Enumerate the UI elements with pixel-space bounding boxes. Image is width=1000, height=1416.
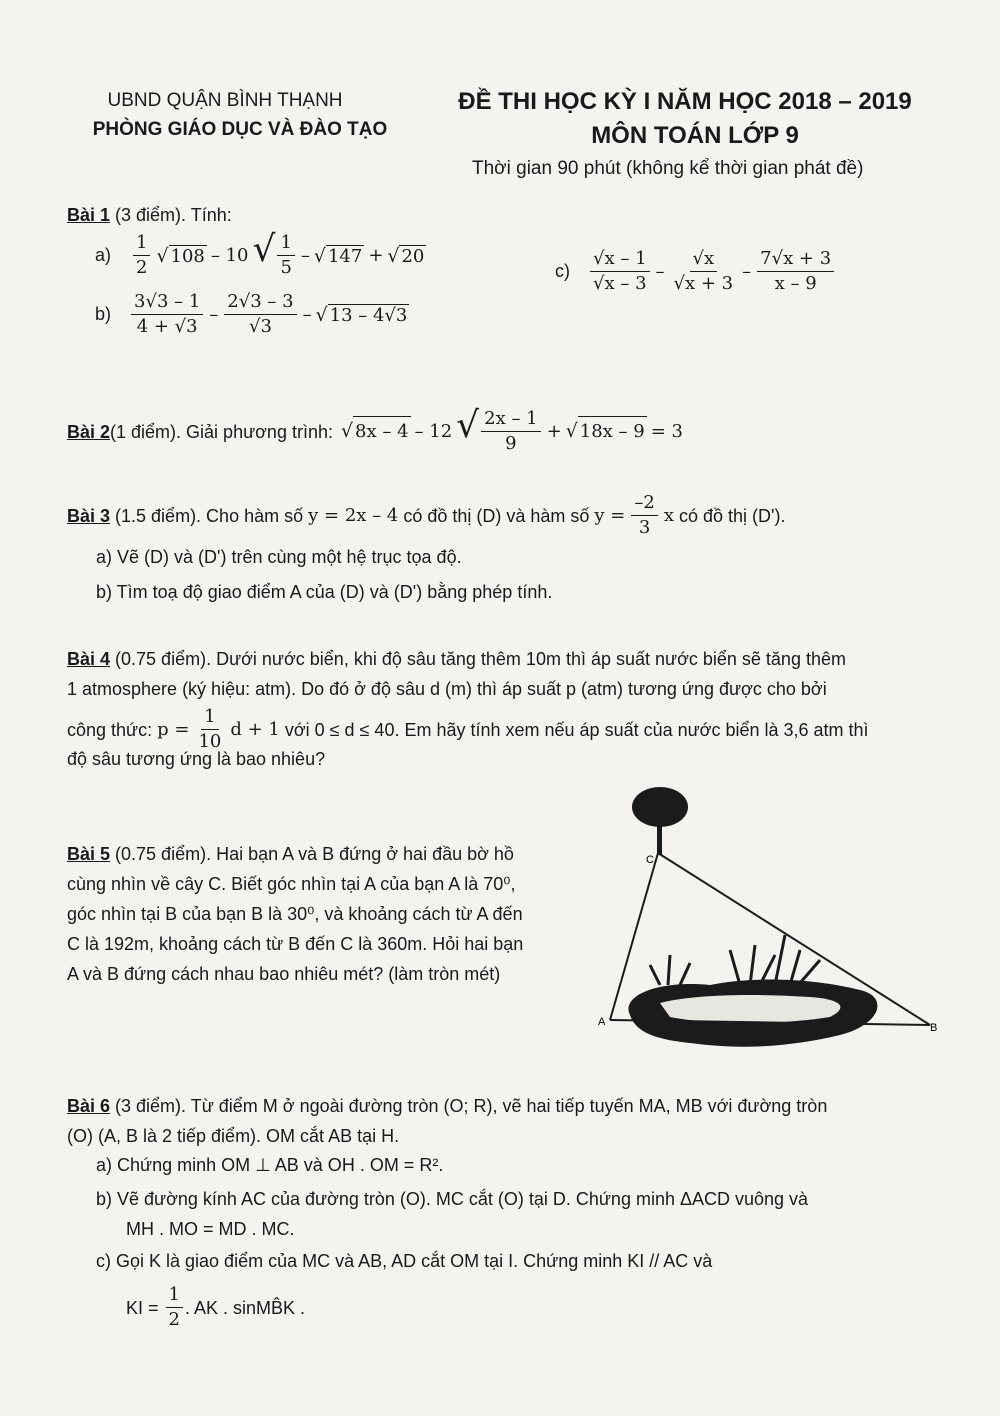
bai2-equation: √ 8x – 4 – 12 √ $\frac{2x - 1}{9}$ + √ 18x – 9 = 3 xyxy=(340,405,683,454)
bai4-label: Bài 4 xyxy=(67,649,111,669)
bai4-line2: 1 atmosphere (ký hiệu: atm). Do đó ở độ sâu d (m) thì áp suất p (atm) tương ứng được cho bởi xyxy=(67,679,827,699)
bai4-text3a: công thức: xyxy=(67,719,158,740)
lake-triangle-figure xyxy=(590,785,950,1070)
bai4-formula: p = $\frac{1}{10}$ d + 1 xyxy=(157,706,280,752)
bai6-b2: MH . MO = MD . MC. xyxy=(126,1219,295,1239)
org-department: PHÒNG GIÁO DỤC VÀ ĐÀO TẠO xyxy=(92,119,388,140)
bai1-b-marker: b) xyxy=(95,304,112,324)
org-name: UBND QUẬN BÌNH THẠNH xyxy=(107,90,343,111)
bai6-c2 xyxy=(126,1284,305,1331)
exam-time: Thời gian 90 phút (không kể thời gian phát đề) xyxy=(472,158,864,179)
bai4-text3b: với 0 ≤ d ≤ 40. Em hãy tính xem nếu áp suất của nước biển là 3,6 atm thì xyxy=(279,719,869,740)
bai3-heading xyxy=(67,492,785,539)
bai6-b1: b) Vẽ đường kính AC của đường tròn (O). MC cắt (O) tại D. Chứng minh ΔACD vuông và xyxy=(96,1189,809,1209)
bai6-label: Bài 6 xyxy=(67,1096,111,1116)
bai1-c xyxy=(555,248,836,295)
point-a-label: A xyxy=(598,1016,606,1028)
bai1-points: (3 điểm). Tính: xyxy=(110,205,232,225)
bai3-label: Bài 3 xyxy=(67,505,111,526)
tree xyxy=(632,787,688,855)
bai4-line4: độ sâu tương ứng là bao nhiêu? xyxy=(67,749,326,769)
bai1-b xyxy=(95,291,409,338)
bai6-line2: (O) (A, B là 2 tiếp điểm). OM cắt AB tại H. xyxy=(67,1126,400,1146)
bai3-text2: có đồ thị (D) và hàm số xyxy=(398,505,595,526)
bai3-func2: y = $\frac{-2}{3}$ x xyxy=(594,492,674,538)
bai5-line5: A và B đứng cách nhau bao nhiêu mét? (làm tròn mét) xyxy=(67,964,501,984)
bai4-text1: (0.75 điểm). Dưới nước biển, khi độ sâu tăng thêm 10m thì áp suất nước biển sẽ tăng thêm xyxy=(110,649,846,669)
bai6-c1: c) Gọi K là giao điểm của MC và AB, AD cắt OM tại I. Chứng minh KI // AC và xyxy=(96,1251,713,1271)
bai3-text3: có đồ thị (D'). xyxy=(674,505,786,526)
bai1-heading xyxy=(67,200,232,230)
bai5-text1: (0.75 điểm). Hai bạn A và B đứng ở hai đầu bờ hồ xyxy=(110,844,514,864)
bai2-text: (1 điểm). Giải phương trình: xyxy=(110,421,333,442)
reeds xyxy=(650,935,820,985)
bai1-c-marker: c) xyxy=(555,261,570,281)
exam-subject: MÔN TOÁN LỚP 9 xyxy=(591,122,799,149)
point-c-label: C xyxy=(646,854,654,866)
point-b-label: B xyxy=(930,1022,938,1034)
bai6-c2-text-b: . AK . sinMB̂K . xyxy=(184,1297,306,1318)
bai1-a-expr: a) $\frac{1}{2}$ √ 108 – 10 √ $\frac{1}{5}$ – √ 147 + √ 20 xyxy=(95,229,425,278)
bai5-line1 xyxy=(67,839,514,869)
lake-water xyxy=(660,995,840,1023)
bai5-line2: cùng nhìn về cây C. Biết góc nhìn tại A của bạn A là 70⁰, xyxy=(67,874,516,894)
bai5-label: Bài 5 xyxy=(67,844,111,864)
bai2-heading xyxy=(67,405,683,455)
bai3-func1: y = 2x – 4 xyxy=(308,504,399,526)
bai1-a xyxy=(95,229,426,279)
bai6-a: a) Chứng minh OM ⊥ AB và OH . OM = R². xyxy=(96,1155,444,1175)
bai6-text1: (3 điểm). Từ điểm M ở ngoài đường tròn (O; R), vẽ hai tiếp tuyến MA, MB với đường tròn xyxy=(110,1096,828,1116)
bai6-c2-text-a: KI = xyxy=(126,1297,164,1318)
bai1-c-expr: c) $\frac{√x - 1}{√x - 3}$ – $\frac{√x}{√x + 3}$ – $\frac{7√x + 3}{x - 9}$ xyxy=(555,248,836,295)
bai6-line1 xyxy=(67,1091,827,1121)
bai1-b-expr: b) $\frac{3√3 - 1}{4 + √3}$ – $\frac{2√3 - 3}{√3}$ – √ 13 – 4√3 xyxy=(95,291,408,337)
bai4-line1 xyxy=(67,644,846,674)
exam-title: ĐỀ THI HỌC KỲ I NĂM HỌC 2018 – 2019 xyxy=(458,88,912,115)
bai1-label: Bài 1 xyxy=(67,205,111,225)
bai5-line3: góc nhìn tại B của bạn B là 30⁰, và khoảng cách từ A đến xyxy=(67,904,523,924)
bai3-text1: (1.5 điểm). Cho hàm số xyxy=(110,505,309,526)
bai1-a-marker: a) xyxy=(95,245,112,265)
bai2-label: Bài 2 xyxy=(67,421,111,442)
bai3-a: a) Vẽ (D) và (D') trên cùng một hệ trục tọa độ. xyxy=(96,547,462,567)
bai6-c2-frac: $\frac{1}{2}$ xyxy=(164,1284,185,1331)
bai5-line4: C là 192m, khoảng cách từ B đến C là 360m. Hỏi hai bạn xyxy=(67,934,524,954)
bai3-b: b) Tìm toạ độ giao điểm A của (D) và (D') bằng phép tính. xyxy=(96,582,553,602)
